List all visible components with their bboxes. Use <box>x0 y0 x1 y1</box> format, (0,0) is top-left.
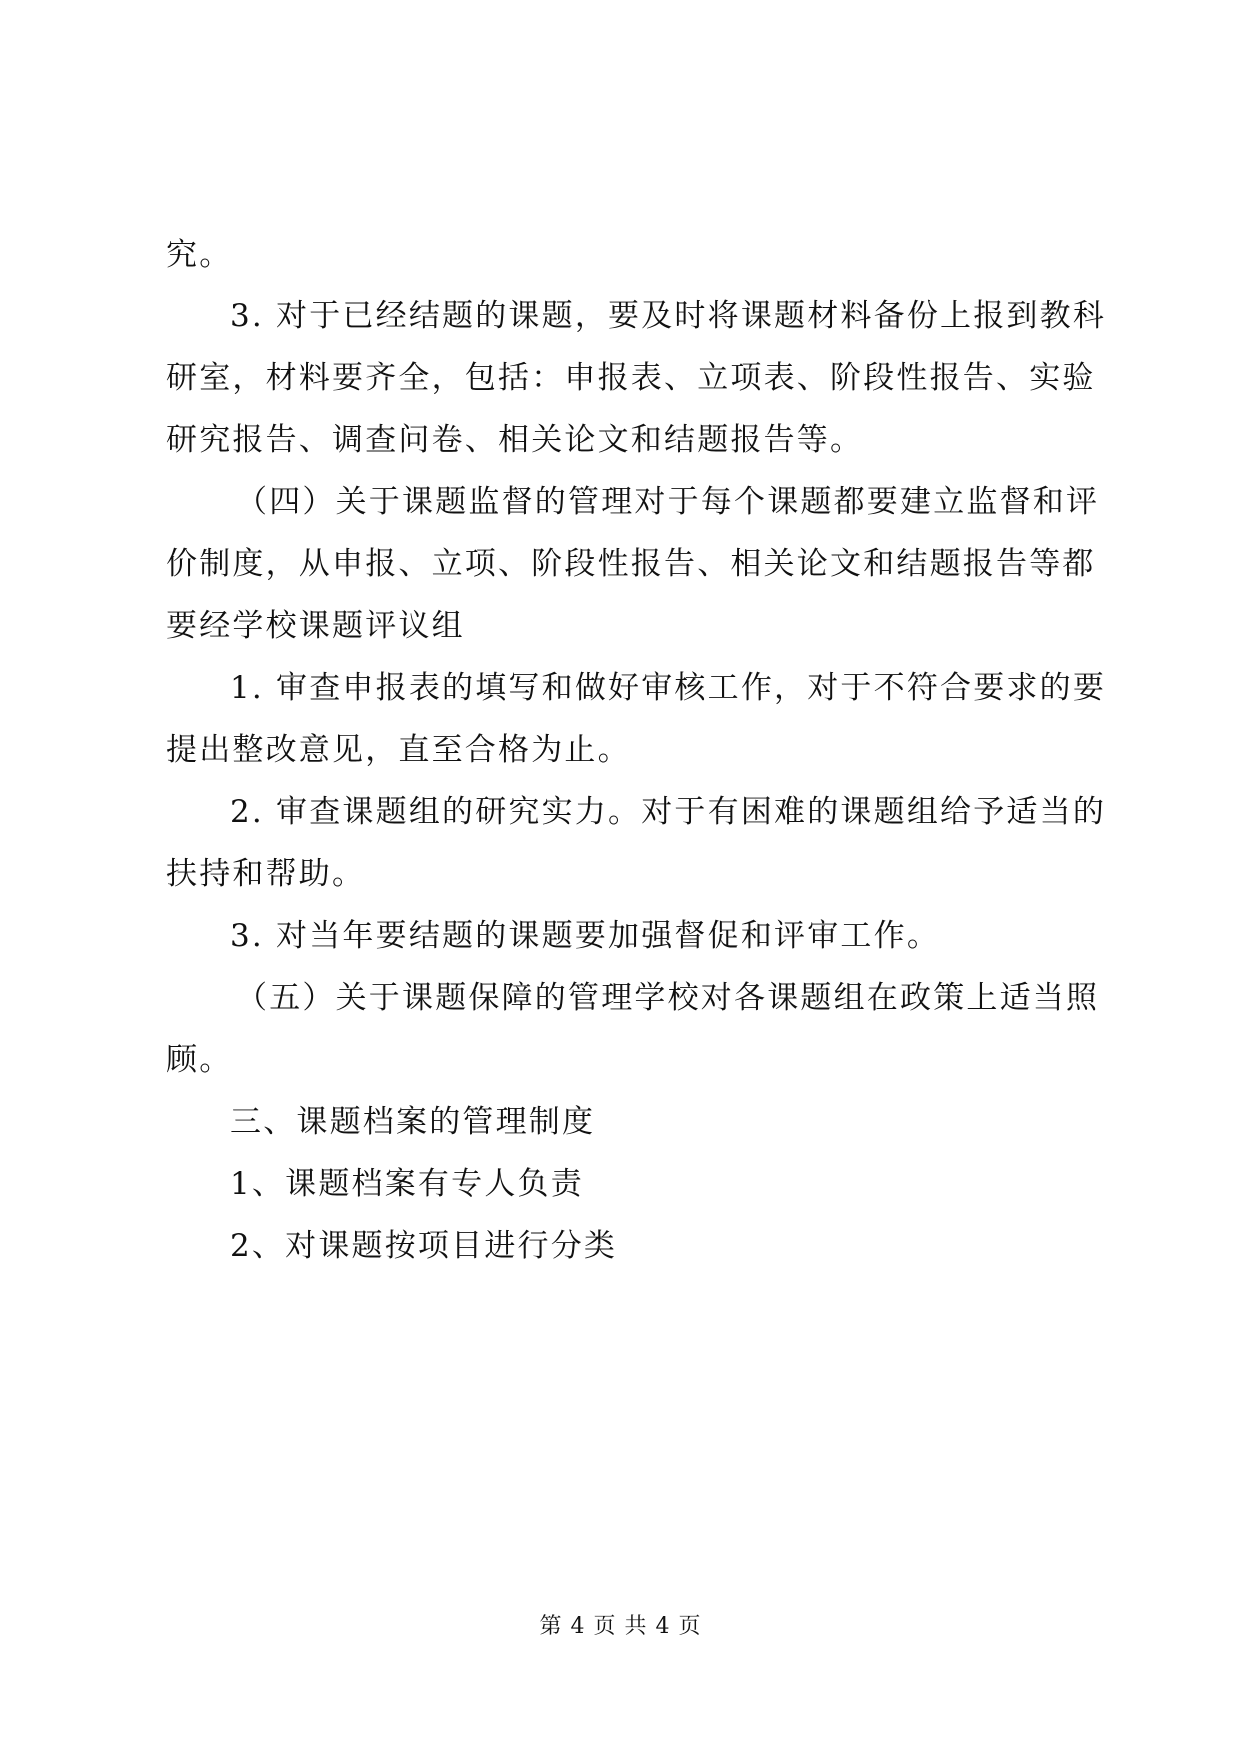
text-line-5: （四）关于课题监督的管理对于每个课题都要建立监督和评 <box>236 484 1100 520</box>
text-line-13: （五）关于课题保障的管理学校对各课题组在政策上适当照 <box>236 980 1100 1016</box>
section-heading: 三、课题档案的管理制度 <box>230 1104 596 1140</box>
text-line-2: 3. 对于已经结题的课题，要及时将课题材料备份上报到教科 <box>230 298 1107 334</box>
text-line-8: 1. 审查申报表的填写和做好审核工作，对于不符合要求的要 <box>230 670 1107 706</box>
text-line-12: 3. 对当年要结题的课题要加强督促和评审工作。 <box>230 918 941 954</box>
text-line-9: 提出整改意见，直至合格为止。 <box>166 732 631 768</box>
text-line-3: 研室，材料要齐全，包括：申报表、立项表、阶段性报告、实验 <box>166 360 1096 396</box>
text-line-6: 价制度，从申报、立项、阶段性报告、相关论文和结题报告等都 <box>166 546 1096 582</box>
text-line-4: 研究报告、调查问卷、相关论文和结题报告等。 <box>166 422 864 458</box>
text-line-7: 要经学校课题评议组 <box>166 608 465 644</box>
page-footer <box>0 1612 1241 1642</box>
text-line-14: 顾。 <box>166 1042 233 1078</box>
text-line-10: 2. 审查课题组的研究实力。对于有困难的课题组给予适当的 <box>230 794 1107 830</box>
page-number: 第 4 页 共 4 页 <box>539 1614 702 1639</box>
text-line-1: 究。 <box>166 237 233 273</box>
text-line-11: 扶持和帮助。 <box>166 856 366 892</box>
text-line-16: 1、课题档案有专人负责 <box>230 1166 584 1202</box>
text-line-17: 2、对课题按项目进行分类 <box>230 1228 618 1264</box>
